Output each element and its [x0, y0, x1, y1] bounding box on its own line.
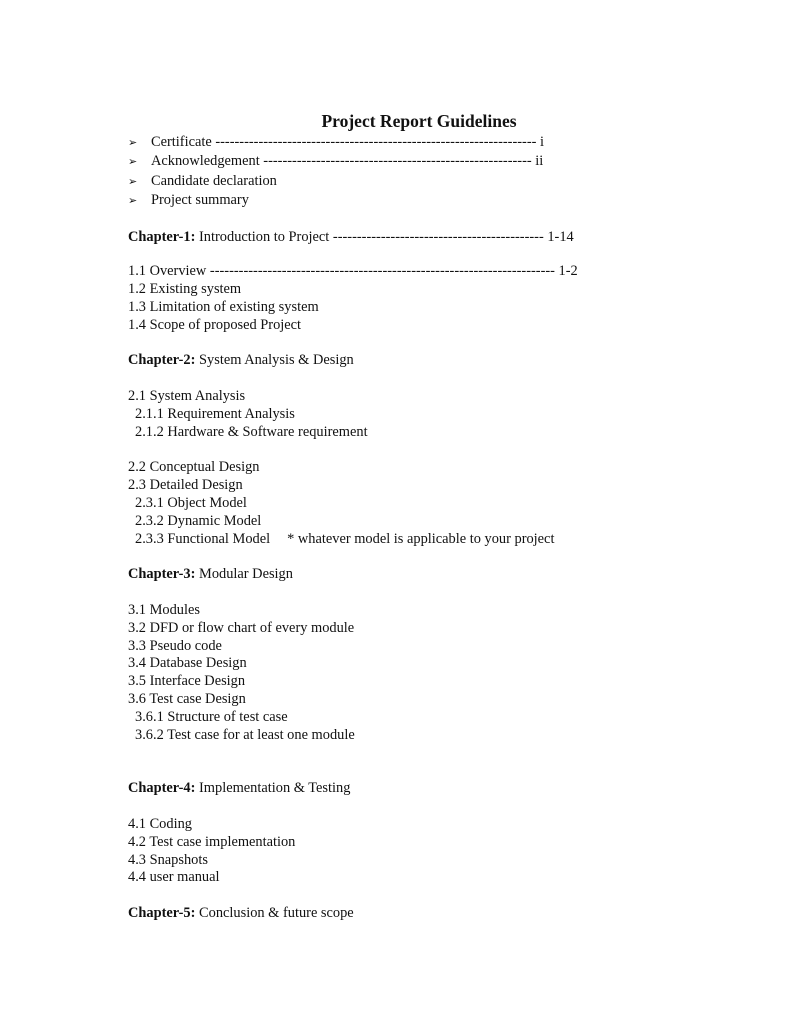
chapter-label: Chapter-4:: [128, 780, 196, 796]
section-4-3: 4.3 Snapshots: [128, 852, 208, 868]
chapter-3-heading: [128, 565, 293, 583]
section-4-4: 4.4 user manual: [128, 869, 220, 885]
front-matter-label: Acknowledgement: [151, 153, 260, 169]
section-4-1: 4.1 Coding: [128, 816, 192, 832]
section-2-1-1: 2.1.1 Requirement Analysis: [135, 406, 295, 422]
section-1-1: 1.1 Overview ------------------------------------------------------------------------ 1-2: [128, 263, 578, 279]
section-2-1-2: 2.1.2 Hardware & Software requirement: [135, 424, 368, 440]
section-3-1: 3.1 Modules: [128, 602, 200, 618]
section-3-5: 3.5 Interface Design: [128, 673, 246, 689]
section-3-2: 3.2 DFD or flow chart of every module: [128, 620, 355, 636]
section-3-6-1: 3.6.1 Structure of test case: [135, 709, 288, 725]
arrow-bullet-icon: ➢: [128, 136, 138, 149]
page-number: ii: [531, 153, 544, 169]
chapter-label: Chapter-5:: [128, 905, 196, 921]
section-2-3-2: 2.3.2 Dynamic Model: [135, 513, 262, 529]
chapter-label: Chapter-2:: [128, 352, 196, 368]
dot-leader: --------------------------------------------------------: [259, 153, 532, 169]
arrow-bullet-icon: ➢: [128, 175, 138, 188]
arrow-bullet-icon: ➢: [128, 194, 138, 207]
chapter-label: Chapter-3:: [128, 566, 196, 582]
dot-leader: -------------------------------------------------------------------: [211, 134, 537, 150]
section-2-3-1: 2.3.1 Object Model: [135, 495, 247, 511]
section-2-3: 2.3 Detailed Design: [128, 477, 243, 493]
section-1-2: 1.2 Existing system: [128, 281, 242, 297]
chapter-title: Modular Design: [195, 566, 293, 582]
chapter-1-heading: [128, 228, 574, 246]
arrow-bullet-icon: ➢: [128, 155, 138, 168]
chapter-2-heading: [128, 351, 354, 369]
section-3-3: 3.3 Pseudo code: [128, 638, 222, 654]
chapter-title: Introduction to Project -------------------------------------------- 1-14: [195, 229, 574, 245]
front-matter-label: Candidate declaration: [151, 173, 277, 189]
front-matter-item-acknowledgement: [128, 152, 543, 171]
chapter-title: System Analysis & Design: [195, 352, 354, 368]
model-note: * whatever model is applicable to your project: [287, 531, 555, 547]
chapter-title: Implementation & Testing: [195, 780, 351, 796]
section-3-6-2: 3.6.2 Test case for at least one module: [135, 727, 355, 743]
page-number: i: [536, 134, 545, 150]
section-label: 2.3.3 Functional Model: [135, 531, 271, 547]
front-matter-item-summary: [128, 191, 249, 210]
chapter-5-heading: [128, 904, 354, 922]
section-3-6: 3.6 Test case Design: [128, 691, 246, 707]
section-4-2: 4.2 Test case implementation: [128, 834, 296, 850]
section-3-4: 3.4 Database Design: [128, 655, 247, 671]
front-matter-item-declaration: [128, 172, 277, 191]
front-matter-label: Project summary: [151, 192, 249, 208]
section-1-4: 1.4 Scope of proposed Project: [128, 317, 302, 333]
section-2-3-3: [135, 530, 554, 548]
section-2-1: 2.1 System Analysis: [128, 388, 246, 404]
chapter-title: Conclusion & future scope: [195, 905, 354, 921]
front-matter-label: Certificate: [151, 134, 212, 150]
front-matter-item-certificate: [128, 133, 544, 152]
section-1-3: 1.3 Limitation of existing system: [128, 299, 319, 315]
chapter-label: Chapter-1:: [128, 229, 196, 245]
page-title: Project Report Guidelines: [321, 111, 517, 131]
section-2-2: 2.2 Conceptual Design: [128, 459, 260, 475]
chapter-4-heading: [128, 779, 350, 797]
